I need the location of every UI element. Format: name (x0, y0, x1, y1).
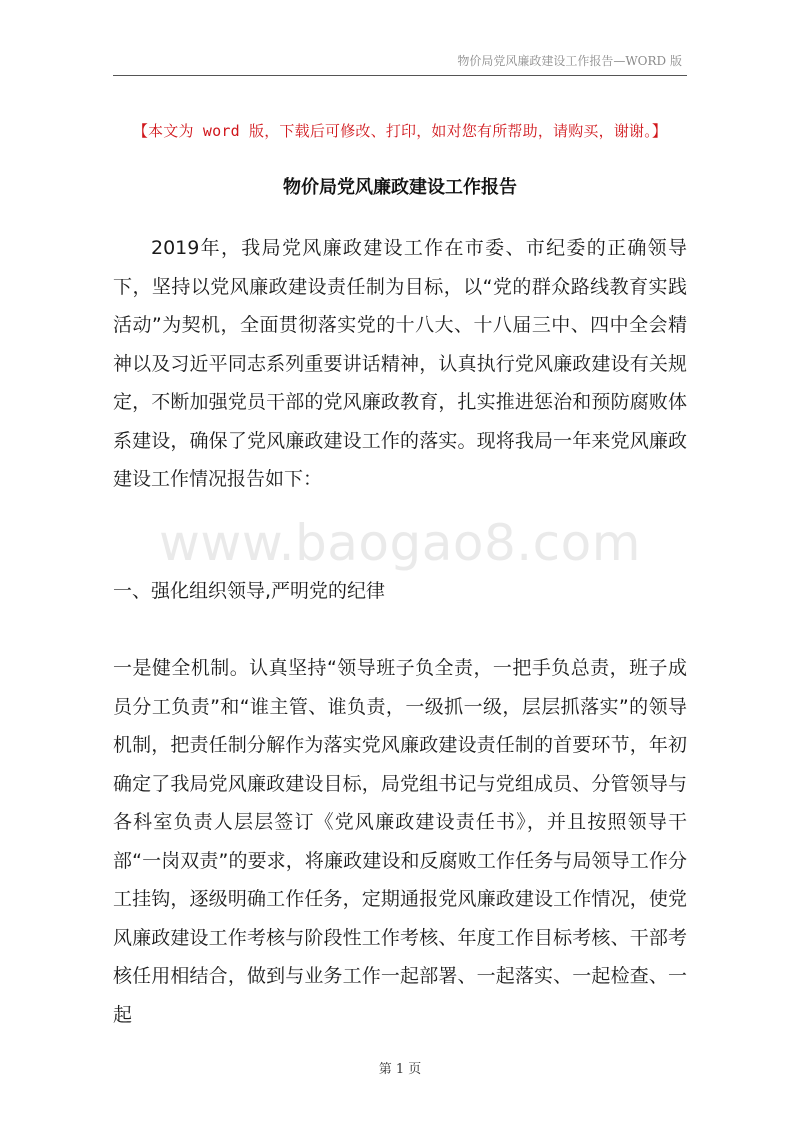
running-header: 物价局党风廉政建设工作报告—WORD 版 (457, 54, 682, 68)
header-divider (113, 75, 687, 76)
watermark: www.baogao8.com (159, 514, 641, 572)
section-heading: 一、强化组织领导,严明党的纪律 (113, 580, 386, 602)
section-paragraph: 一是健全机制。认真坚持“领导班子负全责，一把手负总责，班子成员分工负责”和“谁主管、谁负责，一级抓一级，层层抓落实”的领导机制，把责任制分解作为落实党风廉政建设责任制的首要环节，年初确定了我局党风廉政建设目标，局党组书记与党组成员、分管领导与各科室负责人层层签订《党风廉政建设责任书》，并且按照领导干部“一岗双责”的要求，将廉政建设和反腐败工作任务与局领导工作分工挂钩，逐级明确工作任务，定期通报党风廉政建设工作情况，使党风廉政建设工作考核与阶段性工作考核、年度工作目标考核、干部考核任用相结合，做到与业务工作一起部署、一起落实、一起检查、一起 (113, 657, 687, 1026)
download-notice: 【本文为 word 版，下载后可修改、打印，如对您有所帮助，请购买，谢谢。】 (132, 122, 668, 140)
page-number: 第 1 页 (378, 1062, 422, 1077)
intro-paragraph: 2019年，我局党风廉政建设工作在市委、市纪委的正确领导下，坚持以党风廉政建设责任制为目标，以“党的群众路线教育实践活动”为契机，全面贯彻落实党的十八大、十八届三中、四中全会精神以及习近平同志系列重要讲话精神，认真执行党风廉政建设有关规定，不断加强党员干部的党风廉政教育，扎实推进惩治和预防腐败体系建设，确保了党风廉政建设工作的落实。现将我局一年来党风廉政建设工作情况报告如下： (113, 237, 687, 490)
document-title: 物价局党风廉政建设工作报告 (283, 177, 517, 198)
